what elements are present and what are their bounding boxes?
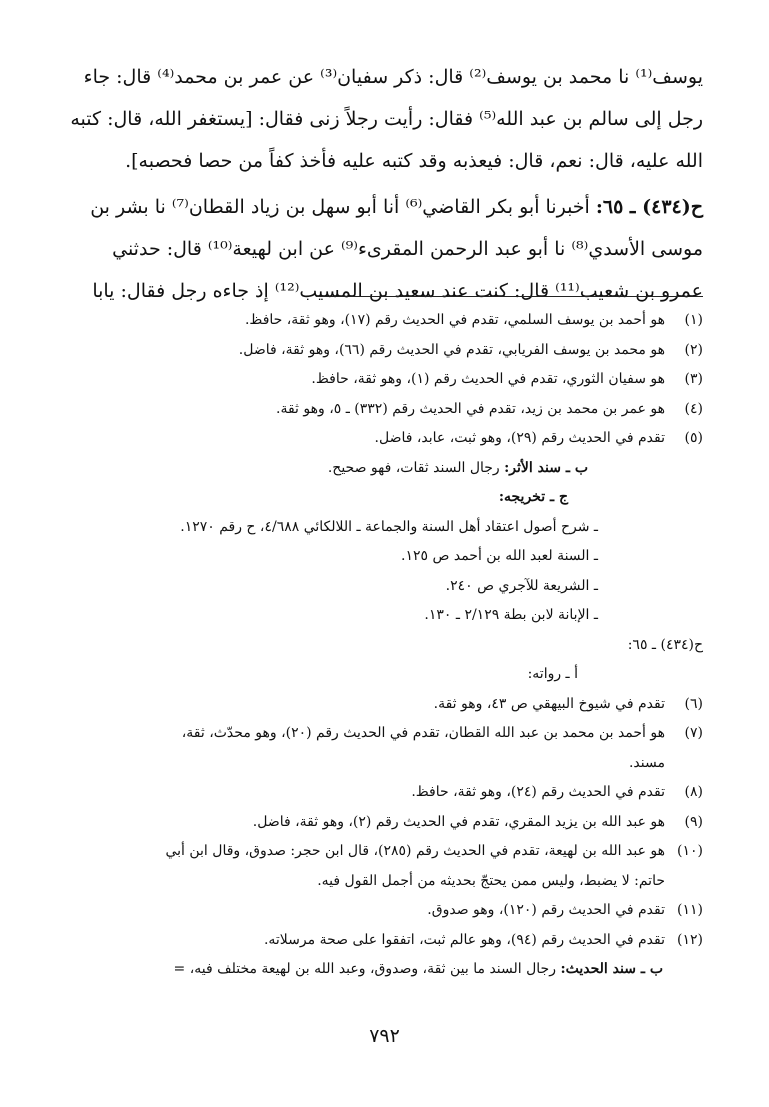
footnote xyxy=(66,896,703,926)
hadith-reference: ح(٤٣٤) ـ ٦٥: xyxy=(627,636,703,653)
footnote xyxy=(66,837,703,867)
footnote xyxy=(66,719,703,749)
main-line: موسى الأسدي⁽⁸⁾ نا أبو عبد الرحمن المقرىء⁽⁹⁾ عن ابن لهيعة⁽¹⁰⁾ قال: حدثني xyxy=(112,238,703,260)
footnote-number: (٧) xyxy=(684,725,703,741)
main-line: الله عليه، قال: نعم، قال: فيعذبه وقد كتبه عليه فأخذ كفاً من حصا فحصبه]. xyxy=(125,150,703,172)
footnote-number: (١) xyxy=(684,312,703,328)
footnote-continuation: مسند. xyxy=(628,754,665,771)
hadith-number: ح(٤٣٤) ـ ٦٥: xyxy=(595,196,703,218)
footnote-number: (٤) xyxy=(684,400,703,417)
footnote-number: (٣) xyxy=(684,371,703,387)
section-text: رجال السند ثقات، فهو صحيح. xyxy=(327,459,500,476)
footnotes xyxy=(66,306,703,985)
main-line: أخبرنا أبو بكر القاضي⁽⁶⁾ أنا أبو سهل بن زياد القطان⁽⁷⁾ نا بشر بن xyxy=(90,196,590,218)
footnote-number: (٥) xyxy=(684,430,703,446)
main-text xyxy=(66,56,703,312)
footnote-number: (٦) xyxy=(684,695,703,712)
footnote-text: تقدم في الحديث رقم (٩٤)، وهو عالم ثبت، اتفقوا على صحة مرسلاته. xyxy=(263,931,665,948)
source-item: ـ السنة لعبد الله بن أحمد ص ١٢٥. xyxy=(401,548,598,564)
footnote-number: (٨) xyxy=(684,784,703,800)
source-item: ـ الشريعة للآجري ص ٢٤٠. xyxy=(445,577,598,594)
sanad-athar xyxy=(66,454,703,484)
footnote xyxy=(66,306,703,336)
footnote xyxy=(66,778,703,808)
footnote-number: (٢) xyxy=(684,341,703,358)
footnote-text: تقدم في شيوخ البيهقي ص ٤٣، وهو ثقة. xyxy=(433,695,665,712)
sanad-hadith xyxy=(66,955,703,985)
ruwat-label: أ ـ رواته: xyxy=(527,666,578,682)
section-label: ب ـ سند الحديث: xyxy=(560,961,663,977)
takhrij-label: ج ـ تخريجه: xyxy=(498,489,568,505)
footnote-number: (١١) xyxy=(677,902,703,918)
footnote xyxy=(66,336,703,366)
main-line: رجل إلى سالم بن عبد الله⁽⁵⁾ فقال: رأيت رجلاً زنى فقال: [يستغفر الله، قال: كتبه xyxy=(70,108,703,130)
footnote-text: هو عبد الله بن لهيعة، تقدم في الحديث رقم (٢٨٥)، قال ابن حجر: صدوق، وقال ابن أبي xyxy=(165,843,665,859)
footnote-text: هو عبد الله بن يزيد المقري، تقدم في الحديث رقم (٢)، وهو ثقة، فاضل. xyxy=(252,813,665,830)
footnote-number: (١٠) xyxy=(677,843,703,859)
main-line: عمرو بن شعيب⁽¹¹⁾ قال: كنت عند سعيد بن المسيب⁽¹²⁾ إذ جاءه رجل فقال: يابا xyxy=(92,280,703,302)
footnote-text: هو أحمد بن محمد بن عبد الله القطان، تقدم في الحديث رقم (٢٠)، وهو محدّث، ثقة، xyxy=(181,725,665,741)
footnote xyxy=(66,808,703,838)
source-item: ـ شرح أصول اعتقاد أهل السنة والجماعة ـ اللالكائي ٤/٦٨٨، ح رقم ١٢٧٠. xyxy=(180,518,598,535)
section-text: رجال السند ما بين ثقة، وصدوق، وعبد الله بن لهيعة مختلف فيه، = xyxy=(173,961,556,977)
source-item: ـ الإبانة لابن بطة ٢/١٢٩ ـ ١٣٠. xyxy=(424,607,598,623)
footnote xyxy=(66,395,703,425)
section-label: ب ـ سند الأثر: xyxy=(504,459,588,476)
hadith-paragraph xyxy=(66,186,703,228)
footnote-text: هو سفيان الثوري، تقدم في الحديث رقم (١)، وهو ثقة، حافظ. xyxy=(311,371,665,387)
footnote-text: تقدم في الحديث رقم (١٢٠)، وهو صدوق. xyxy=(427,902,665,918)
footnote-text: هو عمر بن محمد بن زيد، تقدم في الحديث رقم (٣٣٢) ـ ٥، وهو ثقة. xyxy=(276,400,665,417)
footnote xyxy=(66,690,703,720)
footnote-text: تقدم في الحديث رقم (٢٩)، وهو ثبت، عابد، فاضل. xyxy=(374,430,665,446)
footnote-number: (١٢) xyxy=(677,931,703,948)
main-line: يوسف⁽¹⁾ نا محمد بن يوسف⁽²⁾ قال: ذكر سفيان⁽³⁾ عن عمر بن محمد⁽⁴⁾ قال: جاء xyxy=(83,66,703,88)
footnote-continuation: حاتم: لا يضبط، وليس ممن يحتجّ بحديثه من أجمل القول فيه. xyxy=(317,872,665,889)
footnote xyxy=(66,365,703,395)
footnote-text: هو أحمد بن يوسف السلمي، تقدم في الحديث رقم (١٧)، وهو ثقة، حافظ. xyxy=(244,312,665,328)
footnote-separator xyxy=(316,296,703,297)
footnote-text: تقدم في الحديث رقم (٢٤)، وهو ثقة، حافظ. xyxy=(411,784,665,800)
footnote-number: (٩) xyxy=(684,813,703,830)
footnote-text: هو محمد بن يوسف الفريابي، تقدم في الحديث رقم (٦٦)، وهو ثقة، فاضل. xyxy=(238,341,665,358)
footnote xyxy=(66,424,703,454)
footnote xyxy=(66,926,703,956)
page-number: ٧٩٢ xyxy=(369,1025,400,1047)
